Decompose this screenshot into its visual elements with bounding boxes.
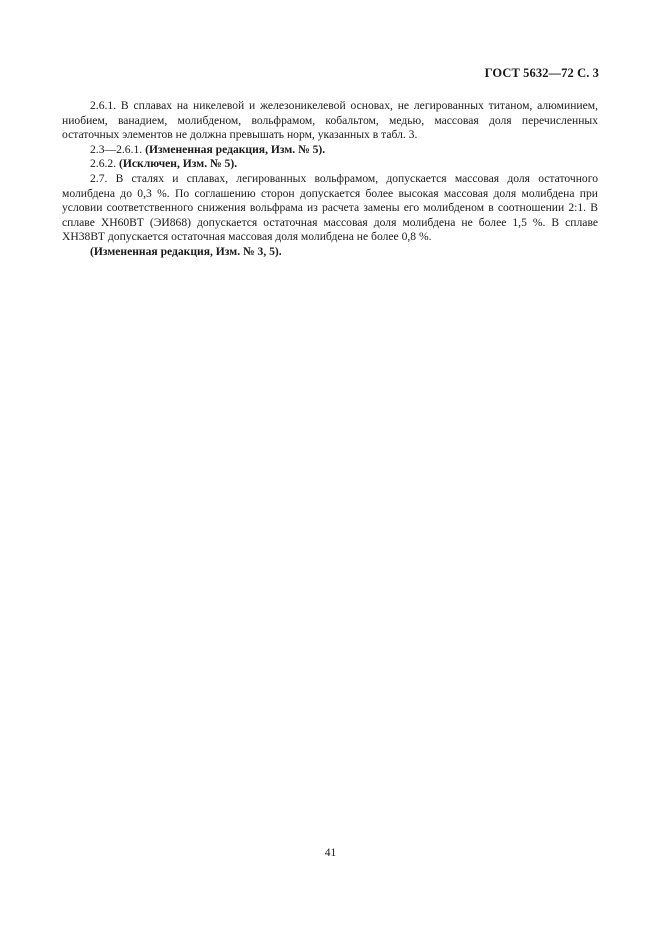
amendment-note: (Измененная редакция, Изм. № 3, 5). xyxy=(90,244,282,258)
paragraph-amendment-3-5 xyxy=(62,245,598,260)
paragraph-text: В сплавах на никелевой и железоникелевой основах, не легированных титаном, алюминием, ниобием, ванадием, молибденом, вольфрамом, кобальтом, медью, массовая доля перечисленных остаточных элементов не должна превышать норм, указанных в табл. 3. xyxy=(62,99,598,142)
paragraph-number: 2.7. xyxy=(90,171,108,185)
paragraph-number: 2.6.1. xyxy=(90,99,117,112)
page-header-doc-ref: ГОСТ 5632—72 С. 3 xyxy=(484,66,599,80)
amendment-note: (Исключен, Изм. № 5). xyxy=(119,157,238,171)
amendment-note: (Измененная редакция, Изм. № 5). xyxy=(145,142,326,156)
paragraph-2-6-2 xyxy=(62,157,598,172)
paragraph-2-7 xyxy=(62,172,598,245)
paragraph-2-3-2-6-1-note xyxy=(62,143,598,158)
page-number: 41 xyxy=(324,847,337,859)
paragraph-number: 2.3—2.6.1. xyxy=(90,142,143,156)
document-body xyxy=(62,99,598,260)
paragraph-number: 2.6.2. xyxy=(90,157,117,171)
paragraph-text: В сталях и сплавах, легированных вольфрамом, допускается массовая доля остаточного молибдена до 0,3 %. По соглашению сторон допускается более высокая массовая доля молибдена при условии соответственного снижения вольфрама из расчета замены его молибденом в соотношении 2:1. В сплаве ХН60ВТ (ЭИ868) допускается остаточная массовая доля молибдена не более 1,5 %. В сплаве ХН38ВТ допускается остаточная массовая доля молибдена не более 0,8 %. xyxy=(62,171,598,244)
paragraph-2-6-1 xyxy=(62,99,598,143)
